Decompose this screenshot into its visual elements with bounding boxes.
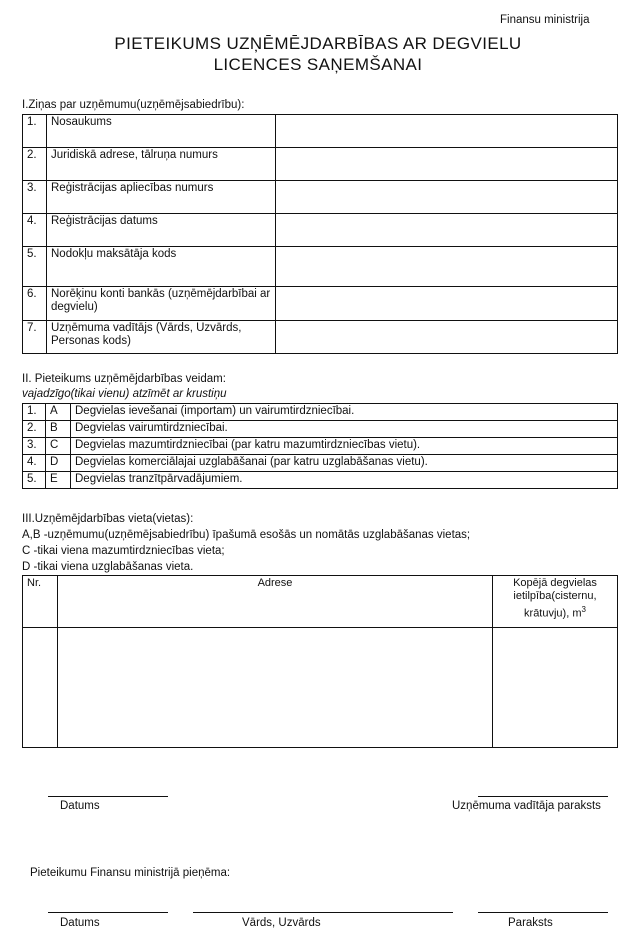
column-header-address: Adrese [58,576,493,628]
table-row [23,181,618,214]
row-text: Degvielas mazumtirdzniecībai (par katru mazumtirdzniecības vietu). [71,438,618,455]
table-row[interactable] [23,438,618,455]
row-number: 2. [23,148,47,181]
date-label-2: Datums [60,917,100,929]
row-text: Degvielas vairumtirdzniecībai. [71,421,618,438]
table-header-row [23,576,618,628]
signature-line [478,912,608,913]
row-letter[interactable]: D [46,455,71,472]
capacity-label: Kopējā degvielas ietilpība(cisternu, krātuvju), m [513,577,597,620]
ministry-label: Finansu ministrija [500,14,590,26]
row-number: 4. [23,214,47,247]
row-number: 1. [23,115,47,148]
section3-note-ab: A,B -uzņēmumu(uzņēmējsabiedrību) īpašumā esošās un nomātās uzglabāšanas vietas; [22,529,471,541]
row-number: 5. [23,472,46,489]
manager-signature-line [478,796,608,797]
row-letter[interactable]: B [46,421,71,438]
tax-code-field[interactable] [276,247,618,287]
row-number: 3. [23,181,47,214]
registration-cert-field[interactable] [276,181,618,214]
cubic-superscript: 3 [581,605,586,614]
row-text: Degvielas tranzītpārvadājumiem. [71,472,618,489]
row-text: Degvielas ievešanai (importam) un vairumtirdzniecībai. [71,404,618,421]
row-label: Juridiskā adrese, tālruņa numurs [47,148,276,181]
nr-cell[interactable] [23,628,58,748]
row-label: Reģistrācijas apliecības numurs [47,181,276,214]
row-number: 6. [23,287,47,321]
row-number: 4. [23,455,46,472]
section3-heading: III.Uzņēmējdarbības vieta(vietas): [22,513,194,525]
table-row[interactable] [23,455,618,472]
table-row [23,148,618,181]
address-field[interactable] [276,148,618,181]
activity-type-table [22,403,618,489]
column-header-nr: Nr. [23,576,58,628]
row-label: Nodokļu maksātāja kods [47,247,276,287]
table-row[interactable] [23,421,618,438]
column-header-capacity [493,576,618,628]
table-row [23,628,618,748]
table-row [23,287,618,321]
bank-accounts-field[interactable] [276,287,618,321]
address-cell[interactable] [58,628,493,748]
row-letter[interactable]: A [46,404,71,421]
row-number: 3. [23,438,46,455]
table-row[interactable] [23,404,618,421]
name-line [193,912,453,913]
date-line-2 [48,912,168,913]
section3-note-c: C -tikai viena mazumtirdzniecības vieta; [22,545,225,557]
table-row[interactable] [23,472,618,489]
row-label: Uzņēmuma vadītājs (Vārds, Uzvārds, Personas kods) [47,321,276,354]
row-number: 5. [23,247,47,287]
capacity-cell[interactable] [493,628,618,748]
table-row [23,321,618,354]
table-row [23,247,618,287]
accepted-by-label: Pieteikumu Finansu ministrijā pieņēma: [30,867,231,879]
name-label: Vārds, Uzvārds [242,917,321,929]
document-title-line2: LICENCES SAŅEMŠANAI [213,55,423,74]
row-number: 1. [23,404,46,421]
nosaukums-field[interactable] [276,115,618,148]
row-letter[interactable]: E [46,472,71,489]
row-label: Norēķinu konti bankās (uzņēmējdarbībai ar degvielu) [47,287,276,321]
document-title-line1: PIETEIKUMS UZŅĒMĒJDARBĪBAS AR DEGVIELU [114,34,522,53]
manager-signature-label: Uzņēmuma vadītāja paraksts [452,800,601,812]
section2-subheading: vajadzīgo(tikai vienu) atzīmēt ar krustiņu [22,388,227,400]
signature-label: Paraksts [508,917,553,929]
row-number: 2. [23,421,46,438]
manager-field[interactable] [276,321,618,354]
section3-note-d: D -tikai viena uzglabāšanas vieta. [22,561,194,573]
date-signature-line [48,796,168,797]
row-label: Reģistrācijas datums [47,214,276,247]
date-label: Datums [60,800,100,812]
row-text: Degvielas komerciālajai uzglabāšanai (par katru uzglabāšanas vietu). [71,455,618,472]
registration-date-field[interactable] [276,214,618,247]
section2-heading: II. Pieteikums uzņēmējdarbības veidam: [22,373,226,385]
company-info-table [22,114,618,354]
locations-table [22,575,618,748]
row-number: 7. [23,321,47,354]
section1-heading: I.Ziņas par uzņēmumu(uzņēmējsabiedrību): [22,99,245,111]
row-label: Nosaukums [47,115,276,148]
table-row [23,115,618,148]
table-row [23,214,618,247]
row-letter[interactable]: C [46,438,71,455]
